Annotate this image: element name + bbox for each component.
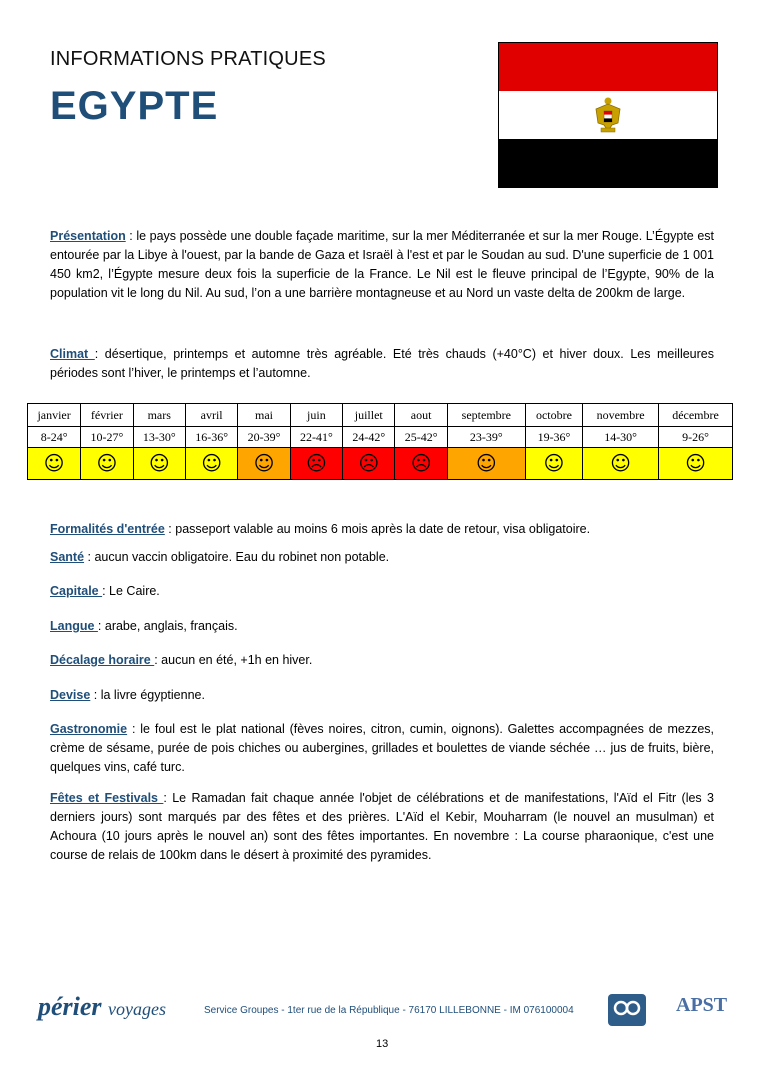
climate-temp-cell: 10-27°: [81, 427, 133, 448]
climate-rating-cell: [343, 448, 395, 480]
climate-faces-row: [28, 448, 733, 480]
climat-text: : désertique, printemps et automne très agréable. Eté très chauds (+40°C) et hiver doux. Les meilleures périodes sont l’hiver, le printemps et l’automne.: [50, 347, 714, 380]
langue-paragraph: [50, 617, 714, 636]
climate-months-row: [28, 404, 733, 427]
climate-month-cell: avril: [185, 404, 237, 427]
formalites-paragraph: [50, 520, 714, 539]
decalage-text: : aucun en été, +1h en hiver.: [154, 653, 313, 667]
climate-temp-cell: 14-30°: [583, 427, 659, 448]
climate-month-cell: décembre: [659, 404, 733, 427]
climate-temps-row: [28, 427, 733, 448]
climat-label: Climat: [50, 347, 95, 361]
climate-month-cell: mars: [133, 404, 185, 427]
gastronomie-label: Gastronomie: [50, 722, 128, 736]
flag-black-band: [499, 139, 717, 187]
eagle-of-saladin-icon: [592, 95, 624, 135]
binoculars-icon: [608, 994, 646, 1026]
formalites-text: : passeport valable au moins 6 mois après la date de retour, visa obligatoire.: [164, 522, 591, 536]
capitale-text: : Le Caire.: [102, 584, 160, 598]
climate-temp-cell: 20-39°: [238, 427, 290, 448]
presentation-text: : le pays possède une double façade maritime, sur la mer Méditerranée et sur la mer Rouge. L’Égypte est entourée par la Libye à l'ouest, par la bande de Gaza et Israël à l'est et par le Soudan au sud. D'une superficie de 1 001 450 km2, l’Égypte mesure deux fois la superficie de la France. Le Nil est le fleuve principal de l’Egypte, 90% de la population vit le long du Nil. Au sud, l’on a une barrière montagneuse et au Nord un vaste delta de 200km de large.: [50, 229, 714, 300]
smiley-face-icon: ☺: [43, 451, 65, 475]
egypt-flag: [498, 42, 718, 188]
climate-rating-cell: [525, 448, 582, 480]
climate-rating-cell: [185, 448, 237, 480]
decalage-paragraph: [50, 651, 714, 670]
decalage-label: Décalage horaire: [50, 653, 155, 667]
climate-temp-cell: 24-42°: [343, 427, 395, 448]
climate-month-cell: janvier: [28, 404, 81, 427]
logo-sub: voyages: [108, 999, 167, 1019]
capitale-label: Capitale: [50, 584, 103, 598]
climate-rating-cell: [238, 448, 290, 480]
capitale-paragraph: [50, 582, 714, 601]
climate-temp-cell: 16-36°: [185, 427, 237, 448]
climate-temp-cell: 9-26°: [659, 427, 733, 448]
sad-face-icon: ☹: [305, 451, 327, 475]
page-number: 13: [376, 1038, 389, 1050]
footer-address: Service Groupes - 1ter rue de la République - 76170 LILLEBONNE - IM 076100004: [204, 1005, 574, 1016]
climate-month-cell: septembre: [447, 404, 525, 427]
climate-month-cell: février: [81, 404, 133, 427]
smiley-face-icon: ☺: [148, 451, 170, 475]
presentation-paragraph: [50, 227, 714, 303]
climate-rating-cell: [28, 448, 81, 480]
climate-month-cell: mai: [238, 404, 290, 427]
smiley-face-icon: ☺: [475, 451, 497, 475]
flag-red-band: [499, 43, 717, 91]
fetes-text: : Le Ramadan fait chaque année l'objet de célébrations et de manifestations, l'Aïd el Fitr (les 3 derniers jours) sont marqués par des fêtes et des prières. L'Aïd el Kebir, Mouharram (le nouvel an musulman) et Achoura (10 jours après le nouvel an) sont des fêtes importantes. En novembre : La course pharaonique, c'est une course de relais de 100km dans le désert à proximité des pyramides.: [50, 791, 714, 862]
sante-text: : aucun vaccin obligatoire. Eau du robinet non potable.: [84, 550, 390, 564]
smiley-face-icon: ☺: [201, 451, 223, 475]
perier-voyages-logo: [38, 992, 166, 1022]
smiley-face-icon: ☺: [543, 451, 565, 475]
climate-rating-cell: [81, 448, 133, 480]
devise-paragraph: [50, 686, 714, 705]
gastronomie-text: : le foul est le plat national (fèves noires, citron, cumin, oignons). Galettes accompagnées de mezzes, crème de sésame, purée de pois chiches ou aubergines, grillades et boulettes de viande séchée … jus de fruits, bière, quelques vins, café turc.: [50, 722, 714, 774]
flag-white-band: [499, 91, 717, 139]
devise-label: Devise: [50, 688, 91, 702]
sante-label: Santé: [50, 550, 85, 564]
presentation-label: Présentation: [50, 229, 126, 243]
climat-paragraph: [50, 345, 714, 383]
logo-main: périer: [38, 992, 102, 1021]
apst-logo: APST: [676, 994, 728, 1016]
partner-logo-icon: [608, 994, 646, 1026]
climate-temp-cell: 23-39°: [447, 427, 525, 448]
smiley-face-icon: ☺: [253, 451, 275, 475]
climate-temp-cell: 25-42°: [395, 427, 447, 448]
sad-face-icon: ☹: [410, 451, 432, 475]
fetes-label: Fêtes et Festivals: [50, 791, 164, 805]
climate-temp-cell: 13-30°: [133, 427, 185, 448]
langue-text: : arabe, anglais, français.: [97, 619, 238, 633]
climate-rating-cell: [395, 448, 447, 480]
climate-month-cell: aout: [395, 404, 447, 427]
devise-text: : la livre égyptienne.: [90, 688, 205, 702]
climate-rating-cell: [659, 448, 733, 480]
gastronomie-paragraph: [50, 720, 714, 777]
climate-month-cell: juin: [290, 404, 342, 427]
climate-month-cell: octobre: [525, 404, 582, 427]
page-title: EGYPTE: [50, 84, 219, 128]
climate-temp-cell: 19-36°: [525, 427, 582, 448]
smiley-face-icon: ☺: [610, 451, 632, 475]
climate-rating-cell: [290, 448, 342, 480]
smiley-face-icon: ☺: [685, 451, 706, 475]
climate-rating-cell: [583, 448, 659, 480]
langue-label: Langue: [50, 619, 98, 633]
formalites-label: Formalités d'entrée: [50, 522, 165, 536]
climate-month-cell: juillet: [343, 404, 395, 427]
climate-rating-cell: [447, 448, 525, 480]
header-subtitle: INFORMATIONS PRATIQUES: [50, 48, 326, 70]
climate-temp-cell: 22-41°: [290, 427, 342, 448]
smiley-face-icon: ☺: [96, 451, 118, 475]
fetes-paragraph: [50, 789, 714, 865]
climate-month-cell: novembre: [583, 404, 659, 427]
sante-paragraph: [50, 548, 714, 567]
sad-face-icon: ☹: [358, 451, 380, 475]
climate-rating-cell: [133, 448, 185, 480]
climate-temp-cell: 8-24°: [28, 427, 81, 448]
climate-table: [27, 403, 733, 480]
